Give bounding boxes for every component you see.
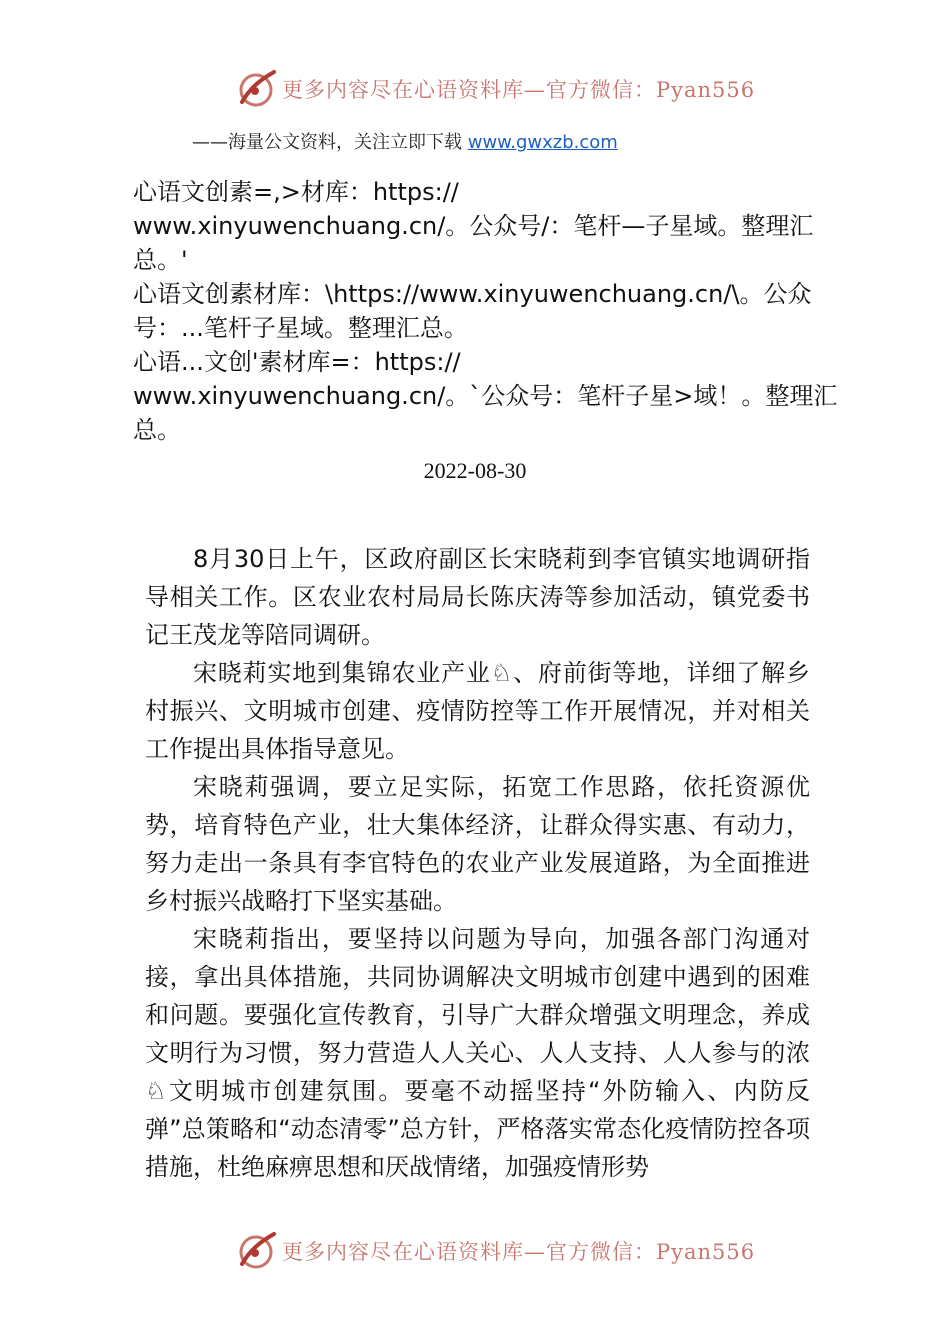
footer-banner	[236, 1230, 755, 1272]
intro-line: 心语...文创'素材库=：https://	[133, 348, 461, 376]
brush-logo-icon	[236, 68, 278, 110]
paragraph: 宋晓莉指出，要坚持以问题为导向，加强各部门沟通对接，拿出具体措施，共同协调解决文明城市创建中遇到的困难和问题。要强化宣传教育，引导广大群众增强文明理念，养成文明行为习惯，努力营造人人关心、人人支持、人人参与的浓♘文明城市创建氛围。要毫不动摇坚持“外防输入、内防反弹”总策略和“动态清零”总方针，严格落实常态化疫情防控各项措施，杜绝麻痹思想和厌战情绪，加强疫情形势	[145, 925, 810, 1181]
intro-line: 心语文创素材库：\https://www.xinyuwenchuang.cn/\。公众号：...笔杆子星域。整理汇总。	[133, 280, 812, 342]
intro-block	[133, 175, 838, 447]
banner-text: 更多内容尽在心语资料库—官方微信：Pyan556	[282, 1240, 756, 1264]
paragraph: 8月30日上午，区政府副区长宋晓莉到李官镇实地调研指导相关工作。区农业农村局局长陈庆涛等参加活动，镇党委书记王茂龙等陪同调研。	[145, 545, 810, 649]
article-date: 2022-08-30	[423, 458, 527, 483]
paragraph: 宋晓莉强调，要立足实际，拓宽工作思路，依托资源优势，培育特色产业，壮大集体经济，让群众得实惠、有动力，努力走出一条具有李官特色的农业产业发展道路，为全面推进乡村振兴战略打下坚实基础。	[145, 773, 810, 915]
intro-line: www.xinyuwenchuang.cn/。`公众号：笔杆子星>域！。整理汇总。	[133, 382, 838, 444]
website-link[interactable]: www.gwxzb.com	[467, 132, 618, 153]
subtitle	[192, 128, 618, 154]
intro-line: 心语文创素=,>材库：https://	[133, 178, 459, 206]
article-body	[145, 540, 810, 1186]
subtitle-text: ——海量公文资料，关注立即下载	[192, 132, 468, 153]
banner-text: 更多内容尽在心语资料库—官方微信：Pyan556	[282, 78, 756, 102]
paragraph: 宋晓莉实地到集锦农业产业♘、府前街等地，详细了解乡村振兴、文明城市创建、疫情防控等工作开展情况，并对相关工作提出具体指导意见。	[145, 659, 810, 763]
intro-line: www.xinyuwenchuang.cn/。公众号/：笔杆—子星域。整理汇总。'	[133, 212, 814, 274]
header-banner	[236, 68, 755, 110]
brush-logo-icon	[236, 1230, 278, 1272]
